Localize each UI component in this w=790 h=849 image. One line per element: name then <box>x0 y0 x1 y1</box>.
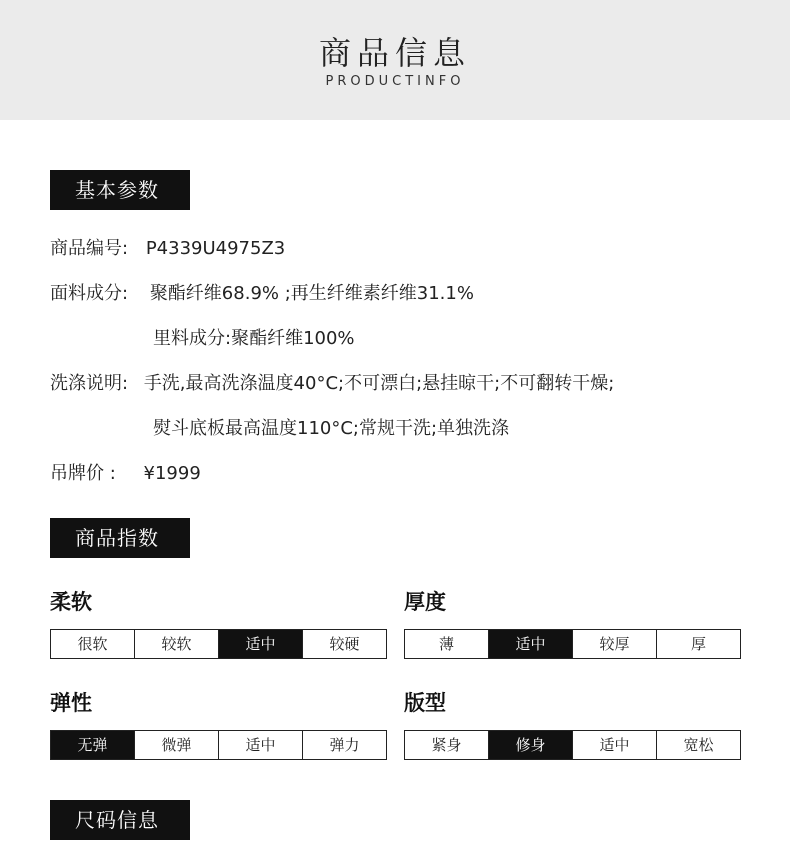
softness-option: 较软 <box>135 630 219 658</box>
price-row <box>50 462 201 486</box>
elasticity-option: 无弹 <box>51 731 135 759</box>
thickness-option: 厚 <box>690 635 706 653</box>
lining-value: 里料成分:聚酯纤维100% <box>153 328 355 349</box>
fabric-row <box>50 282 474 306</box>
fit-option: 适中 <box>573 731 657 759</box>
thickness-option: 薄 <box>405 630 489 658</box>
thickness-option: 适中 <box>489 630 573 658</box>
wash-row-2 <box>153 417 509 441</box>
header-title: 商品信息 <box>318 34 471 72</box>
softness-title: 柔软 <box>50 590 92 614</box>
softness-option: 较硬 <box>329 635 360 653</box>
fit-option: 紧身 <box>405 731 489 759</box>
price-value: ¥1999 <box>143 463 201 484</box>
thickness-option: 较厚 <box>573 630 657 658</box>
softness-option: 适中 <box>219 630 303 658</box>
product-code-value: P4339U4975Z3 <box>145 238 286 259</box>
elasticity-scale <box>50 730 387 760</box>
wash-line-2: 熨斗底板最高温度110°C;常规干洗;单独洗涤 <box>153 418 510 439</box>
fabric-value: 聚酯纤维68.9% ;再生纤维素纤维31.1% <box>149 283 474 304</box>
elasticity-option: 适中 <box>219 731 303 759</box>
price-label: 吊牌价 : <box>50 463 116 484</box>
thickness-title: 厚度 <box>404 590 446 614</box>
wash-line-1: 手洗,最高洗涤温度40°C;不可漂白;悬挂晾干;不可翻转干燥; <box>143 373 615 394</box>
product-code-row <box>50 237 285 261</box>
lining-row <box>153 327 355 351</box>
elasticity-option: 微弹 <box>135 731 219 759</box>
fit-option: 宽松 <box>683 736 714 754</box>
softness-scale <box>50 629 387 659</box>
product-code-label: 商品编号: <box>50 238 129 259</box>
wash-row <box>50 372 614 396</box>
basic-params-tag: 基本参数 <box>50 170 190 210</box>
thickness-scale <box>404 629 741 659</box>
wash-label: 洗涤说明: <box>50 373 129 394</box>
elasticity-title: 弹性 <box>50 691 92 715</box>
softness-option: 很软 <box>51 630 135 658</box>
product-info-header <box>0 0 790 120</box>
size-info-tag: 尺码信息 <box>50 800 190 840</box>
fit-option: 修身 <box>489 731 573 759</box>
elasticity-option: 弹力 <box>329 736 360 754</box>
fit-title: 版型 <box>404 691 446 715</box>
product-index-tag: 商品指数 <box>50 518 190 558</box>
header-subtitle: PRODUCTINFO <box>325 74 465 89</box>
fabric-label: 面料成分: <box>50 283 129 304</box>
fit-scale <box>404 730 741 760</box>
